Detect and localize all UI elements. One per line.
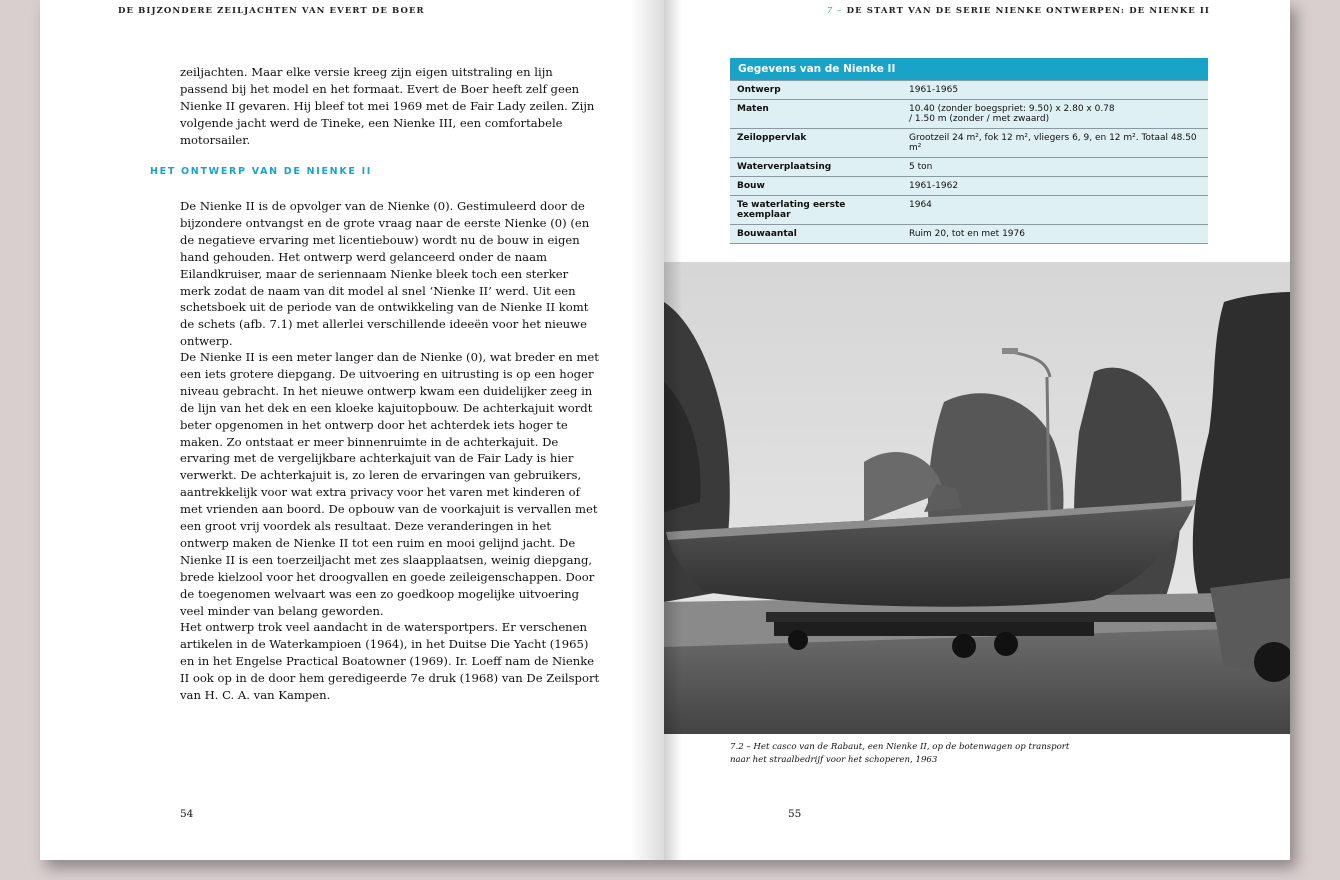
page-number-right: 55 xyxy=(788,808,802,820)
chapter-title: DE START VAN DE SERIE NIENKE ONTWERPEN: DE NIENKE II xyxy=(846,6,1210,16)
body-paragraph-1: De Nienke II is de opvolger van de Nienke (0). Gestimuleerd door de bijzondere ontvangst en de grote vraag naar de eerste Nienke (0) (en de negatieve ervaring met licentiebouw) wordt nu de bouw in eigen hand gehouden. Het ontwerp werd gelanceerd onder de naam Eilandkruiser, maar de seriennaam Nienke bleek toch een sterker merk zodat de naam van dit model al snel ‘Nienke II’ werd. Uit een schetsboek uit de periode van de ontwikkeling van de Nienke II komt de schets (afb. 7.1) met allerlei verschillende ideeën voor het nieuwe ontwerp. xyxy=(180,199,590,349)
specs-table xyxy=(730,58,1208,244)
left-page xyxy=(40,0,664,860)
table-row xyxy=(730,80,1208,99)
intro-paragraph: zeiljachten. Maar elke versie kreeg zijn eigen uitstraling en lijn passend bij het model en het formaat. Evert de Boer heeft zelf geen Nienke II gevaren. Hij bleef tot mei 1969 met de Fair Lady zeilen. Zijn volgende jacht werd de Tineke, een Nienke III, een comfortabele motorsailer. xyxy=(180,65,595,147)
section-heading: HET ONTWERP VAN DE NIENKE II xyxy=(150,166,373,177)
page-number-left: 54 xyxy=(180,808,194,820)
row-key: Bouw xyxy=(737,181,765,191)
row-value: Grootzeil 24 m², fok 12 m², vliegers 6, 9, en 12 m². Totaal 48.50 m² xyxy=(909,133,1197,153)
running-head-right xyxy=(827,6,1210,16)
row-key: Bouwaantal xyxy=(737,229,797,239)
row-key: Maten xyxy=(737,104,769,114)
specs-table-title: Gegevens van de Nienke II xyxy=(730,58,1208,80)
body-paragraph-2: De Nienke II is een meter langer dan de Nienke (0), wat breder en met een iets grotere diepgang. De uitvoering en uitrusting is op een hoger niveau gebracht. In het nieuwe ontwerp kwam een duidelijker zeeg in de lijn van het dek en een kloeke kajuitopbouw. De achterkajuit wordt beter opgenomen in het ontwerp door het achterdek iets hoger te maken. Zo ontstaat er meer binnenruimte in de achterkajuit. De ervaring met de vergelijkbare achterkajuit van de Fair Lady is hier verwerkt. De achterkajuit is, zo leren de ervaringen van gebruikers, aantrekkelijk voor wat extra privacy voor het varen met kinderen of met vrienden aan boord. De opbouw van de voorkajuit is vervallen met een groot vrij voordek als resultaat. Deze veranderingen in het ontwerp maken de Nienke II tot een ruim en mooi gelijnd jacht. De Nienke II is een toerzeiljacht met zes slaapplaatsen, weinig diepgang, brede kielzool voor het droogvallen en goede zeileigenschappen. Door de toegenomen welvaart was een zo goedkoop mogelijke uitvoering veel minder van belang geworden. xyxy=(180,350,599,618)
row-key: Zeiloppervlak xyxy=(737,133,807,143)
table-row xyxy=(730,128,1208,157)
row-value: 1961-1965 xyxy=(909,85,959,95)
table-row xyxy=(730,176,1208,195)
photo-caption: 7.2 – Het casco van de Rabaut, een Nienke II, op de botenwagen op transport naar het straalbedrijf voor het schoperen, 1963 xyxy=(730,742,1070,765)
row-key: Waterverplaatsing xyxy=(737,162,832,172)
book-spread xyxy=(40,0,1290,860)
gutter-shadow-left xyxy=(630,0,664,860)
row-value: 1964 xyxy=(909,200,932,210)
row-value: 10.40 (zonder boegspriet: 9.50) x 2.80 x 0.78 / 1.50 m (zonder / met zwaard) xyxy=(909,104,1115,124)
running-head-left: DE BIJZONDERE ZEILJACHTEN VAN EVERT DE BOER xyxy=(118,6,425,16)
table-row xyxy=(730,99,1208,128)
right-page xyxy=(664,0,1290,860)
body-paragraph-3: Het ontwerp trok veel aandacht in de watersportpers. Er verschenen artikelen in de Waterkampioen (1964), in het Duitse Die Yacht (1965) en in het Engelse Practical Boatowner (1969). Ir. Loeff nam de Nienke II ook op in de door hem geredigeerde 7e druk (1968) van De Zeilsport van H. C. A. van Kampen. xyxy=(180,620,600,702)
table-row xyxy=(730,195,1208,224)
chapter-number: 7 – xyxy=(826,6,843,16)
row-key: Te waterlating eerste exemplaar xyxy=(737,200,846,220)
boat-photo-illustration xyxy=(664,262,1290,734)
boat-photo xyxy=(664,262,1290,734)
row-value: 5 ton xyxy=(909,162,933,172)
row-value: Ruim 20, tot en met 1976 xyxy=(909,229,1025,239)
row-value: 1961-1962 xyxy=(909,181,959,191)
gutter-shadow-right xyxy=(664,0,682,860)
table-row xyxy=(730,224,1208,244)
row-key: Ontwerp xyxy=(737,85,781,95)
table-row xyxy=(730,157,1208,176)
